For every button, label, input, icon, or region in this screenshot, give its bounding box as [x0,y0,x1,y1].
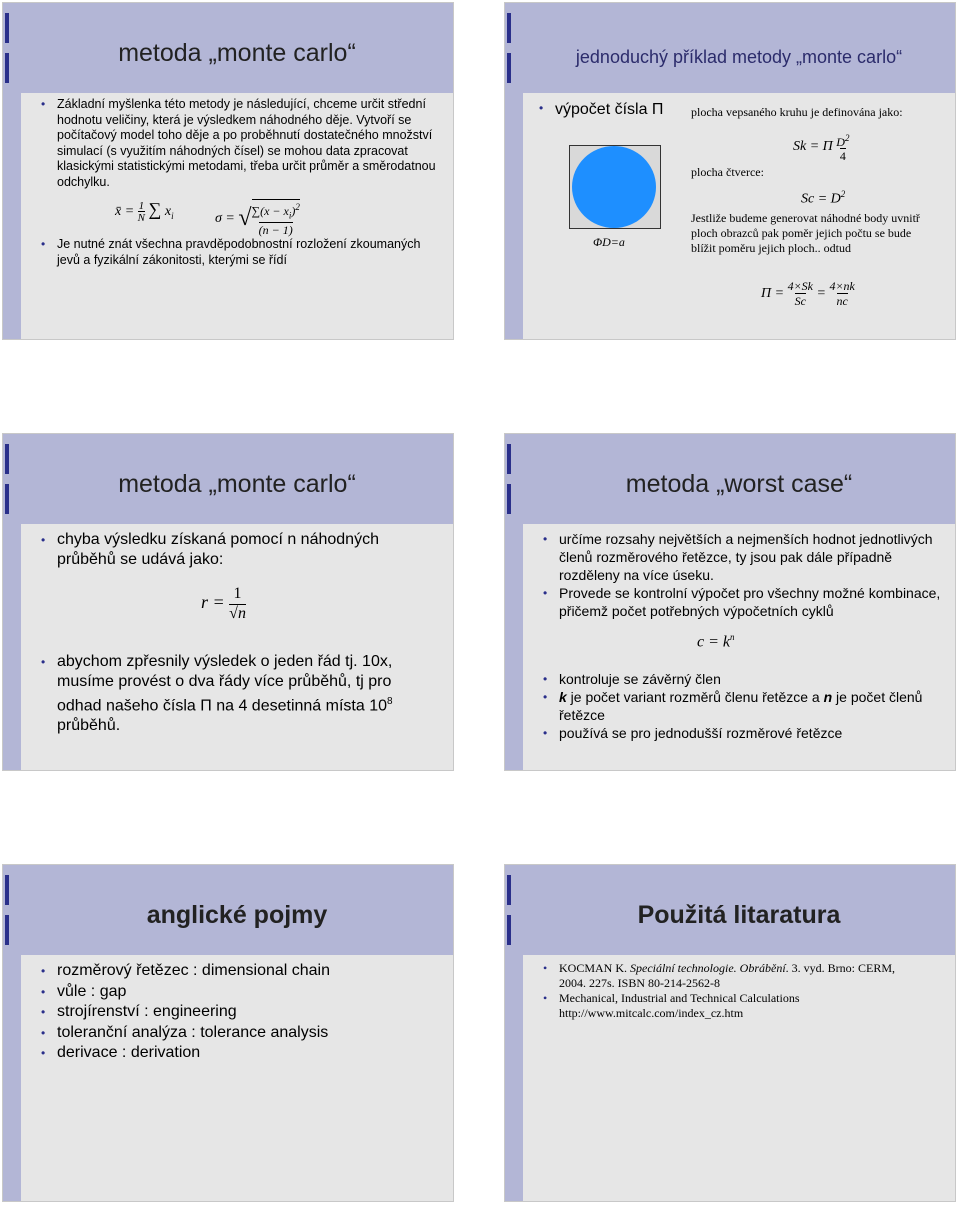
bullet-item: • používá se pro jednodušší rozměrové řetězce [541,724,941,742]
slide-title: Použitá litaratura [637,901,841,929]
ref-text: . 3. vyd. Brno: CERM, 2004. 227s. ISBN 80-214-2562-8 [559,961,895,990]
bullet-text: je počet členů řetězce [559,689,923,723]
slide-notch [507,484,511,514]
reference-item [541,961,921,991]
slide-1 [2,2,454,340]
slide-2 [504,2,956,340]
slide-notch [507,915,511,945]
circle-area-text: plocha vepsaného kruhu je definována jako: [691,105,903,119]
bullet-item: • určíme rozsahy největších a nejmenších hodnot jednotlivých členů rozměrového řetězce, ty jsou pak dále případně rozděleny na více úseku. [541,530,941,584]
reference-item: • Mechanical, Industrial and Technical Calculations http://www.mitcalc.com/index_cz.htm [541,991,921,1021]
slide-notch [5,484,9,514]
inscribed-circle [572,146,656,228]
bullet-item [39,652,419,736]
slide-6 [504,864,956,1202]
slide-notch [507,53,511,83]
square-area-text: plocha čtverce: [691,165,764,179]
bullet-item: • výpočet čísla Π [537,101,663,119]
slide-notch [5,13,9,43]
ref-text: KOCMAN K. [559,961,631,975]
slide-4 [504,433,956,771]
bullet-item: • chyba výsledku získaná pomocí n náhodných průběhů se udává jako: [39,530,409,570]
bullet-text: je počet variant rozměrů členu řetězce a [566,689,824,705]
bullet-item: • Je nutné znát všechna pravděpodobnostní rozložení zkoumaných jevů a fyzikální zákonitosti, kterými se řídí [39,237,439,268]
ref-title: Speciální technologie. Obrábění [630,961,786,975]
slide-title: anglické pojmy [146,901,328,929]
circle-area-eq: Sk = Π $D^2$ 4 [793,133,850,163]
bullet-item: • Základní myšlenka této metody je následující, chceme určit střední hodnotu veličiny, která je výsledkem náhodného děje. Vytvoří se počítačový model toho děje a po proběhnutí dostatečného množství simulací (s využitím náhodných čísel) se mohou data zpracovat klasickými statistickými metodami, třeba určit průměr a směrodatnou odchylku. [39,97,439,190]
slide-notch [507,444,511,474]
exponent: 8 [387,696,393,707]
term-item: • toleranční analýza : tolerance analysis [39,1023,439,1044]
slide-notch [5,53,9,83]
slide-notch [5,915,9,945]
square-figure [569,145,661,229]
bullet-text: abychom zpřesnily výsledek o jeden řád tj. 10x, musíme provést o dva řády více průběhů, tj pro odhad našeho čísla Π na 4 desetinná místa 10 [57,653,393,715]
bullet-item: • kontroluje se závěrný člen [541,670,941,688]
stddev-formula: $\sigma = √\sum(x - x_i)^2$ (n − 1) [215,199,300,238]
slide-notch [5,444,9,474]
term-item: • vůle : gap [39,982,439,1003]
slide-title: jednoduchý příklad metody „monte carlo“ [575,47,903,67]
pi-eq: Π = 4×Sk Sc = 4×nk nc [761,279,855,308]
figure-label: ΦD=a [593,235,625,249]
slide-title: metoda „worst case“ [625,470,853,498]
slide-title: metoda „monte carlo“ [118,39,356,67]
slide-5 [2,864,454,1202]
term-item: • rozměrový řetězec : dimensional chain [39,961,439,982]
var-k: k [559,689,567,705]
slide-notch [507,13,511,43]
bullet-text: průběhů. [57,717,121,735]
term-item: • strojírenství : engineering [39,1002,439,1023]
slide-3 [2,433,454,771]
error-formula: $r = \frac{1}{√n}$ [201,585,246,622]
slide-notch [507,875,511,905]
slide-title: metoda „monte carlo“ [118,470,356,498]
bullet-item [541,688,941,724]
slide-notch [5,875,9,905]
cycles-formula: $c = k^n$ [697,632,735,651]
term-item: • derivace : derivation [39,1043,439,1064]
mean-formula: x̄ = 1 N ∑ $x_i$ [115,199,174,224]
bullet-item: • Provede se kontrolní výpočet pro všechny možné kombinace, přičemž počet potřebných výpočetních cyklů [541,584,941,620]
var-n: n [823,689,833,705]
ratio-text: Jestliže budeme generovat náhodné body uvnitř ploch obrazců pak poměr jejich počtu se bude blížit poměru jejich ploch.. odtud [691,211,920,255]
square-area-eq: $Sc = D^2$ [801,189,846,207]
